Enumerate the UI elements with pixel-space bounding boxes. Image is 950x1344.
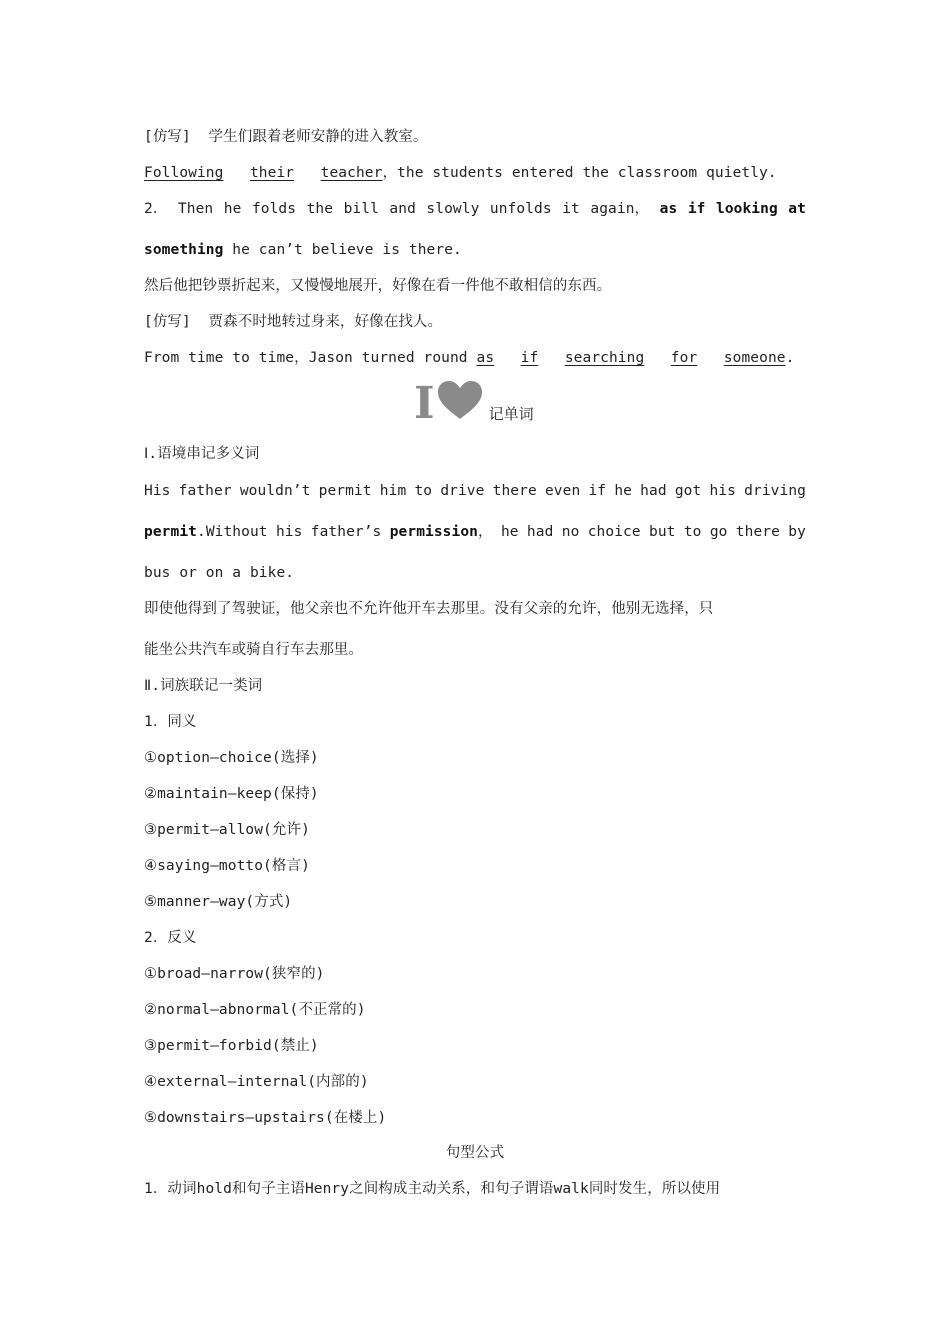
imitation-1-zh [144, 126, 806, 148]
answer-word: their [249, 165, 295, 181]
bold-word: something [144, 242, 224, 258]
synonym-item: ③permit—allow(允许) [144, 822, 310, 838]
formula-line-1: 1．动词hold和句子主语Henry之间构成主动关系，和句子谓语walk同时发生，所以使用 [144, 1181, 721, 1197]
answer-word: teacher [320, 165, 383, 181]
word: no [561, 524, 580, 540]
word: father [178, 483, 232, 499]
synonym-item: ②maintain—keep(保持) [144, 786, 319, 802]
imitation-2-en [144, 347, 806, 369]
vocab-section-header [414, 378, 554, 429]
word: his [709, 483, 736, 499]
imitation-2-zh [144, 311, 806, 333]
answer-word: if [520, 350, 539, 366]
word: he [223, 201, 242, 217]
word: even [544, 483, 581, 499]
word: if [588, 483, 607, 499]
answer-word: as [476, 350, 495, 366]
word: he [614, 483, 632, 499]
word: His [144, 483, 171, 499]
bold-word: looking [715, 201, 778, 217]
antonym-item: ⑤downstairs—upstairs(在楼上) [144, 1110, 387, 1126]
logo-letter: I [414, 378, 435, 429]
section-1-en-line-1 [144, 480, 806, 502]
imitation-zh-text: 学生们跟着老师安静的进入教室。 [208, 129, 428, 145]
heart-icon [437, 380, 483, 424]
answer-word: Following [144, 165, 224, 181]
word: wouldn’t [239, 483, 311, 499]
word: there [735, 524, 780, 540]
synonyms-title: 1．同义 [144, 714, 197, 730]
section-1-title: Ⅰ.语境串记多义词 [144, 446, 260, 462]
synonym-item: ④saying—motto(格言) [144, 858, 310, 874]
section-1-en-line-3: bus or on a bike. [144, 565, 295, 581]
section-1-en-line-2 [144, 521, 806, 543]
antonym-item: ①broad—narrow(狭窄的) [144, 966, 325, 982]
sentence-rest: he can’t believe is there. [223, 242, 462, 258]
word: driving [744, 483, 806, 499]
word: he [500, 524, 519, 540]
antonym-item: ③permit—forbid(禁止) [144, 1038, 319, 1054]
word: drive [440, 483, 485, 499]
answer-word: someone [723, 350, 786, 366]
imitation-tag: [仿写] [144, 314, 191, 330]
word: had [526, 524, 554, 540]
bold-word: at [788, 201, 806, 217]
antonyms-title: 2．反义 [144, 930, 197, 946]
word: to [414, 483, 433, 499]
section-2-title: Ⅱ.词族联记一类词 [144, 678, 263, 694]
antonym-item: ④external—internal(内部的) [144, 1074, 369, 1090]
word: the [306, 201, 334, 217]
word: permit.Without [144, 524, 268, 540]
sentence-2-line-1 [144, 198, 806, 220]
word: folds [251, 201, 297, 217]
word: him [379, 483, 407, 499]
synonym-item: ①option—choice(选择) [144, 750, 319, 766]
sentence-2-zh: 然后他把钞票折起来，又慢慢地展开，好像在看一件他不敢相信的东西。 [144, 278, 612, 294]
word: slowly [426, 201, 480, 217]
imitation-zh-text: 贾森不时地转过身来，好像在找人。 [208, 314, 443, 330]
section-1-zh-line-2: 能坐公共汽车或骑自行车去那里。 [144, 642, 363, 658]
word: got [674, 483, 702, 499]
word: his [275, 524, 303, 540]
sentence-rest: ，the students entered the classroom quietly. [382, 165, 777, 181]
word: to [683, 524, 702, 540]
vocab-header-label: 记单词 [488, 405, 534, 423]
word: bill [343, 201, 379, 217]
word: it [562, 201, 580, 217]
word: permit [318, 483, 372, 499]
word: unfolds [489, 201, 552, 217]
word: Then [177, 201, 214, 217]
section-1-zh-line-1: 即使他得到了驾驶证，他父亲也不允许他开车去那里。没有父亲的允许，他别无选择，只 [144, 601, 714, 617]
bold-word: if [687, 201, 706, 217]
word: there [492, 483, 537, 499]
word: but [649, 524, 676, 540]
formula-title: 句型公式 [445, 1145, 505, 1161]
imitation-1-en [144, 162, 806, 184]
answer-word: for [670, 350, 698, 366]
answer-word: searching [564, 350, 645, 366]
synonym-item: ⑤manner—way(方式) [144, 894, 293, 910]
word: by [788, 524, 806, 540]
word: go [709, 524, 728, 540]
bold-word: as [659, 201, 678, 217]
word: 2． [144, 201, 168, 217]
word: again， [590, 201, 650, 217]
word: had [640, 483, 667, 499]
imitation-tag: [仿写] [144, 129, 191, 145]
sentence-end: . [785, 350, 795, 366]
sentence-start: From time to time，Jason turned round [144, 350, 477, 366]
bold-word: permission， [389, 524, 493, 540]
word: father’s [310, 524, 382, 540]
sentence-2-line-2 [144, 239, 806, 261]
word: and [389, 201, 416, 217]
antonym-item: ②normal—abnormal(不正常的) [144, 1002, 366, 1018]
word: choice [587, 524, 641, 540]
